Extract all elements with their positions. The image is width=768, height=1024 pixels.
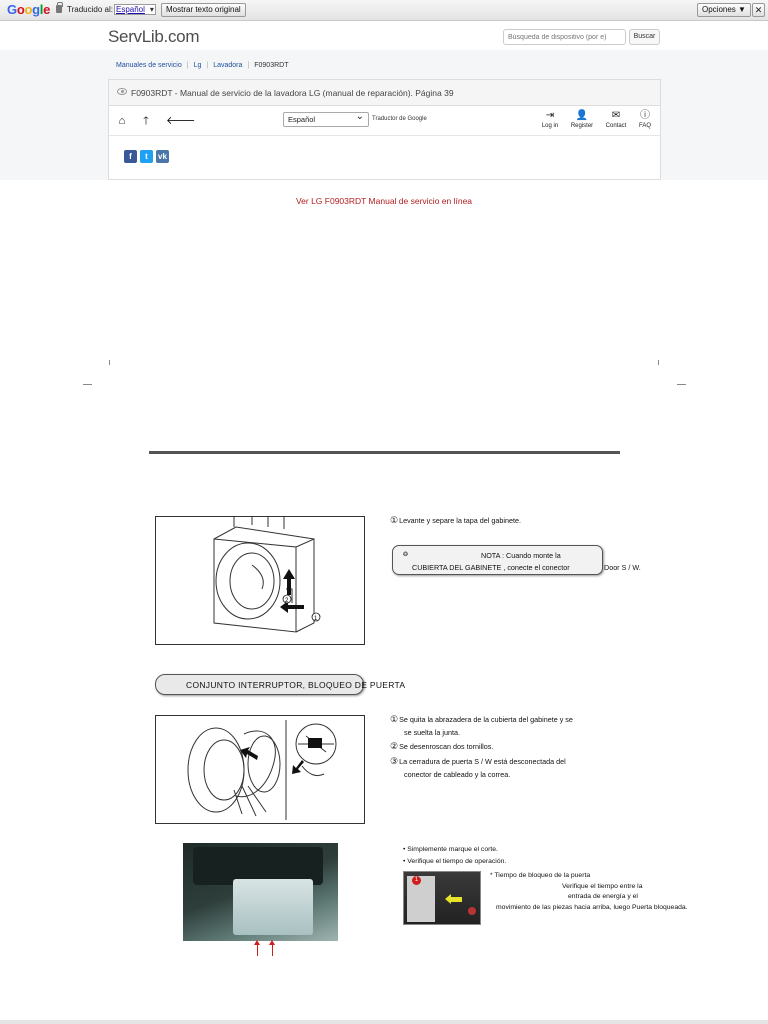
arrow-up-icon[interactable]: 🡑: [143, 115, 149, 127]
home-icon[interactable]: ⌂: [118, 115, 126, 127]
crop-mark: [677, 384, 686, 385]
view-online-link[interactable]: Ver LG F0903RDT Manual de servicio en línea: [295, 196, 473, 206]
contact-label: Contact: [605, 123, 627, 129]
bullet-2: • Verifique el tiempo de operación.: [403, 858, 507, 865]
help-icon: ⓘ: [640, 110, 650, 121]
google-logo: Google: [7, 2, 51, 17]
page-bottom-border: [0, 1020, 768, 1024]
note-tail: Door S / W.: [604, 563, 641, 572]
step-number: ①: [390, 515, 399, 525]
info-line-1: * Tiempo de bloqueo de la puerta: [490, 872, 591, 879]
step-1-label: Levante y separe la tapa del gabinete.: [399, 516, 521, 525]
step-2-3-text: [390, 756, 566, 767]
eye-icon: [117, 88, 127, 95]
panel-toolbar: [109, 107, 660, 136]
step-2-1-continuation: se suelta la junta.: [404, 728, 460, 737]
arrow-left-icon[interactable]: 🡐: [166, 115, 196, 127]
search-input[interactable]: [503, 29, 626, 45]
translated-to-label: Traducido al:: [67, 5, 113, 14]
door-lock-figure: [155, 715, 365, 824]
translate-bar: [0, 0, 768, 21]
cabinet-top-figure: [155, 516, 365, 645]
breadcrumb: [116, 62, 288, 69]
info-line-2: Verifique el tiempo entre la: [562, 883, 643, 890]
facebook-icon[interactable]: f: [124, 150, 137, 163]
breadcrumb-separator: |: [206, 62, 209, 69]
section-title: CONJUNTO INTERRUPTOR, BLOQUEO DE PUERTA: [186, 680, 406, 690]
contact-link[interactable]: [603, 110, 629, 129]
step-1-text: [390, 515, 521, 526]
vk-icon[interactable]: vk: [156, 150, 169, 163]
panel-header: [109, 80, 660, 106]
options-button[interactable]: Opciones ▼: [697, 3, 751, 17]
faq-link[interactable]: [636, 110, 654, 129]
note-line-1: NOTA : Cuando monte la: [481, 551, 561, 560]
register-label: Register: [570, 123, 594, 129]
svg-text:2: 2: [285, 598, 289, 604]
svg-text:1: 1: [314, 616, 318, 622]
step-2-2-label: Se desenroscan dos tornillos.: [399, 742, 494, 751]
translate-language-select[interactable]: Español ▾: [114, 4, 156, 15]
breadcrumb-link-manuals[interactable]: Manuales de servicio: [116, 62, 182, 69]
language-select[interactable]: Español ⌄: [283, 112, 369, 127]
step-2-3-label: La cerradura de puerta S / W está desconectada del: [399, 757, 566, 766]
breadcrumb-link-lg[interactable]: Lg: [193, 62, 202, 69]
page-title: F0903RDT - Manual de servicio de la lavadora LG (manual de reparación). Página 39: [131, 88, 454, 98]
step-number: ②: [390, 741, 399, 751]
timing-photo: [403, 871, 481, 925]
note-box: [392, 545, 603, 575]
step-2-1-text: [390, 714, 573, 725]
thumb-panel: [407, 876, 435, 922]
twitter-icon[interactable]: t: [140, 150, 153, 163]
breadcrumb-separator: |: [186, 62, 189, 69]
translator-label: Traductor de Google: [372, 116, 427, 122]
user-add-icon: 👤: [575, 110, 589, 121]
step-number: ③: [390, 756, 399, 766]
breadcrumb-current: F0903RDT: [254, 62, 289, 69]
yellow-arrow-icon: [450, 897, 462, 902]
door-lock-illustration: [156, 716, 364, 823]
login-label: Log in: [541, 123, 559, 129]
show-original-button[interactable]: Mostrar texto original: [161, 3, 246, 17]
step-number: ①: [390, 714, 399, 724]
document-rule: [149, 451, 620, 454]
step-2-2-text: [390, 741, 493, 752]
manual-panel: [108, 79, 661, 180]
site-logo[interactable]: ServLib.com: [108, 27, 200, 46]
breadcrumb-link-washer[interactable]: Lavadora: [213, 62, 243, 69]
search-button[interactable]: Buscar: [629, 29, 660, 45]
login-icon: ⇥: [545, 110, 555, 121]
breadcrumb-separator: |: [247, 62, 250, 69]
red-arrow-icon: [257, 942, 258, 956]
photo-switch-part: [233, 879, 313, 935]
door-lock-photo: [183, 843, 338, 941]
close-translate-button[interactable]: ✕: [752, 3, 765, 17]
note-line-2: CUBIERTA DEL GABINETE , conecte el conector: [412, 563, 570, 572]
crop-mark: [83, 384, 92, 385]
note-icon: ❂: [403, 552, 409, 558]
crop-mark: [109, 360, 110, 365]
mail-icon: ✉: [611, 110, 621, 121]
washer-top-illustration: [156, 517, 364, 644]
bullet-1: • Simplemente marque el corte.: [403, 846, 498, 853]
step-2-1-label: Se quita la abrazadera de la cubierta del gabinete y se: [399, 715, 573, 724]
login-link[interactable]: [540, 110, 560, 129]
thumb-dot: [468, 907, 476, 915]
register-link[interactable]: [568, 110, 596, 129]
step-2-3-continuation: conector de cableado y la correa.: [404, 770, 511, 779]
lock-icon: [56, 5, 62, 13]
faq-label: FAQ: [638, 123, 651, 129]
crop-mark: [658, 360, 659, 365]
info-line-4: movimiento de las piezas hacia arriba, luego Puerta bloqueada.: [496, 904, 688, 911]
marker-1: 1: [412, 876, 421, 885]
info-line-3: entrada de energía y el: [568, 893, 638, 900]
red-arrow-icon: [272, 942, 273, 956]
